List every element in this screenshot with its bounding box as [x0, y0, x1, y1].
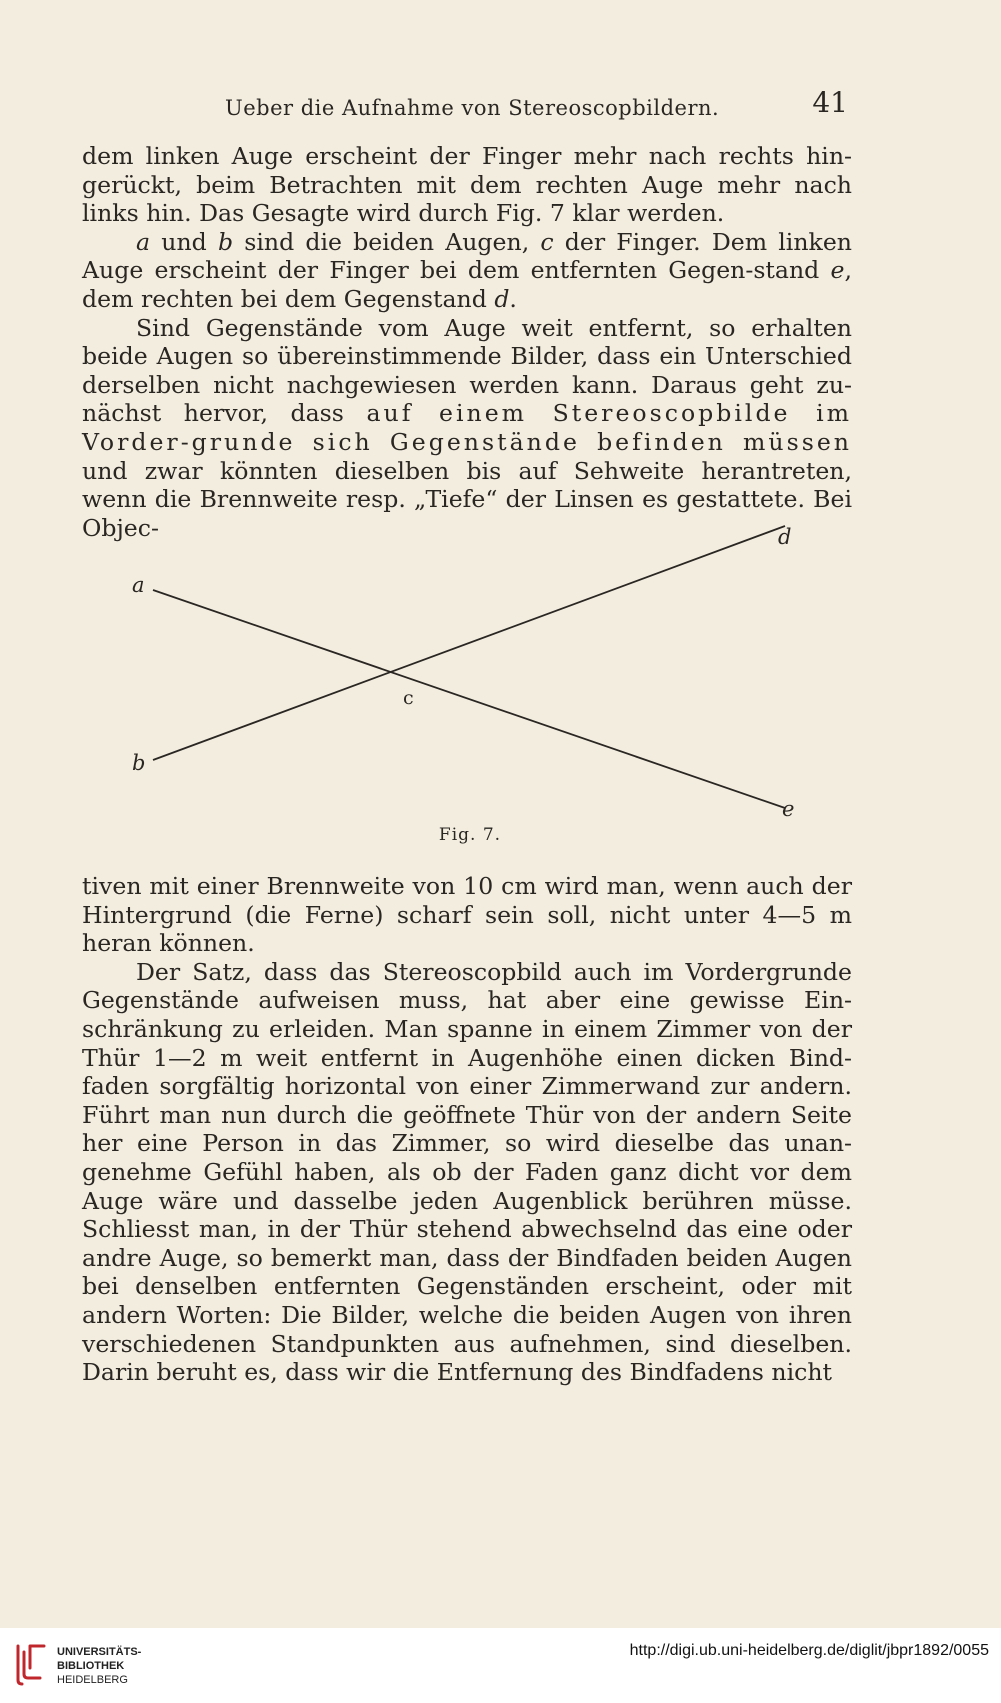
label-a: a: [136, 227, 151, 256]
source-url-link[interactable]: http://digi.ub.uni-heidelberg.de/diglit/jbpr1892/0055: [629, 1642, 989, 1659]
line-a-to-e: [153, 590, 785, 808]
line-b-to-d: [153, 526, 785, 760]
label-b: b: [217, 227, 234, 256]
paragraph-3: Sind Gegenstände vom Auge weit entfernt, so erhalten beide Augen so übereinstimmende Bilder, dass ein Unterschied derselben nicht nachgewiesen werden kann. Daraus geht zu-nächst hervor, dass auf einem Stereoscopbilde im Vorder-grunde sich Gegenstände befinden müssen und zwar könnten dieselben bis auf Sehweite herantreten, wenn die Brennweite resp. „Tiefe“ der Linsen es gestattete. Bei Objec-: [82, 313, 852, 542]
spaced-emphasis: auf einem Stereoscopbilde im Vorder-grunde sich Gegenstände befinden müssen: [82, 399, 852, 456]
figure-label-c: c: [403, 687, 414, 709]
text-block-bottom: [82, 872, 852, 1387]
page-number: 41: [812, 86, 848, 119]
logo-stroke-3: [30, 1646, 44, 1668]
figure-label-b: b: [132, 751, 146, 775]
page-header: [90, 88, 850, 128]
library-logo-icon: [10, 1642, 50, 1688]
text-block-top: [82, 142, 852, 542]
label-c: c: [540, 227, 554, 256]
paragraph-1: dem linken Auge erscheint der Finger mehr nach rechts hin-gerückt, beim Betrachten mit dem rechten Auge mehr nach links hin. Das Gesagte wird durch Fig. 7 klar werden.: [82, 142, 852, 228]
figure-7: [120, 520, 820, 850]
library-logo-text: UNIVERSITÄTS- BIBLIOTHEK HEIDELBERG: [57, 1646, 142, 1686]
logo-stroke-1: [18, 1646, 22, 1684]
paragraph-4: tiven mit einer Brennweite von 10 cm wird man, wenn auch der Hintergrund (die Ferne) scharf sein soll, nicht unter 4—5 m heran können.: [82, 872, 852, 958]
figure-diagram: [120, 520, 820, 820]
paragraph-2: a und b sind die beiden Augen, c der Finger. Dem linken Auge erscheint der Finger bei dem entfernten Gegen-stand e, dem rechten bei dem Gegenstand d.: [82, 227, 853, 313]
figure-caption: Fig. 7.: [438, 825, 502, 845]
footer-bar: [0, 1628, 1001, 1703]
figure-label-a: a: [132, 573, 145, 597]
figure-label-d: d: [778, 525, 792, 549]
label-e: e: [830, 256, 845, 285]
paragraph-5: Der Satz, dass das Stereoscopbild auch im Vordergrunde Gegenstände aufweisen muss, hat aber eine gewisse Ein-schränkung zu erleiden. Man spanne in einem Zimmer von der Thür 1—2 m weit entfernt in Augenhöhe einen dicken Bind-faden sorgfältig horizontal von einer Zimmerwand zur andern. Führt man nun durch die geöffnete Thür von der andern Seite her eine Person in das Zimmer, so wird dieselbe das unan-genehme Gefühl haben, als ob der Faden ganz dicht vor dem Auge wäre und dasselbe jeden Augenblick berühren müsse. Schliesst man, in der Thür stehend abwechselnd das eine oder andre Auge, so bemerkt man, dass der Bindfaden beiden Augen bei denselben entfernten Gegenständen erscheint, oder mit andern Worten: Die Bilder, welche die beiden Augen von ihren verschiedenen Standpunkten aus aufnehmen, sind dieselben. Darin beruht es, dass wir die Entfernung des Bindfadens nicht: [82, 957, 852, 1387]
figure-label-e: e: [782, 797, 795, 820]
running-title: Ueber die Aufnahme von Stereoscopbildern.: [225, 96, 720, 120]
logo-stroke-2: [24, 1652, 40, 1678]
label-d: d: [494, 284, 510, 313]
